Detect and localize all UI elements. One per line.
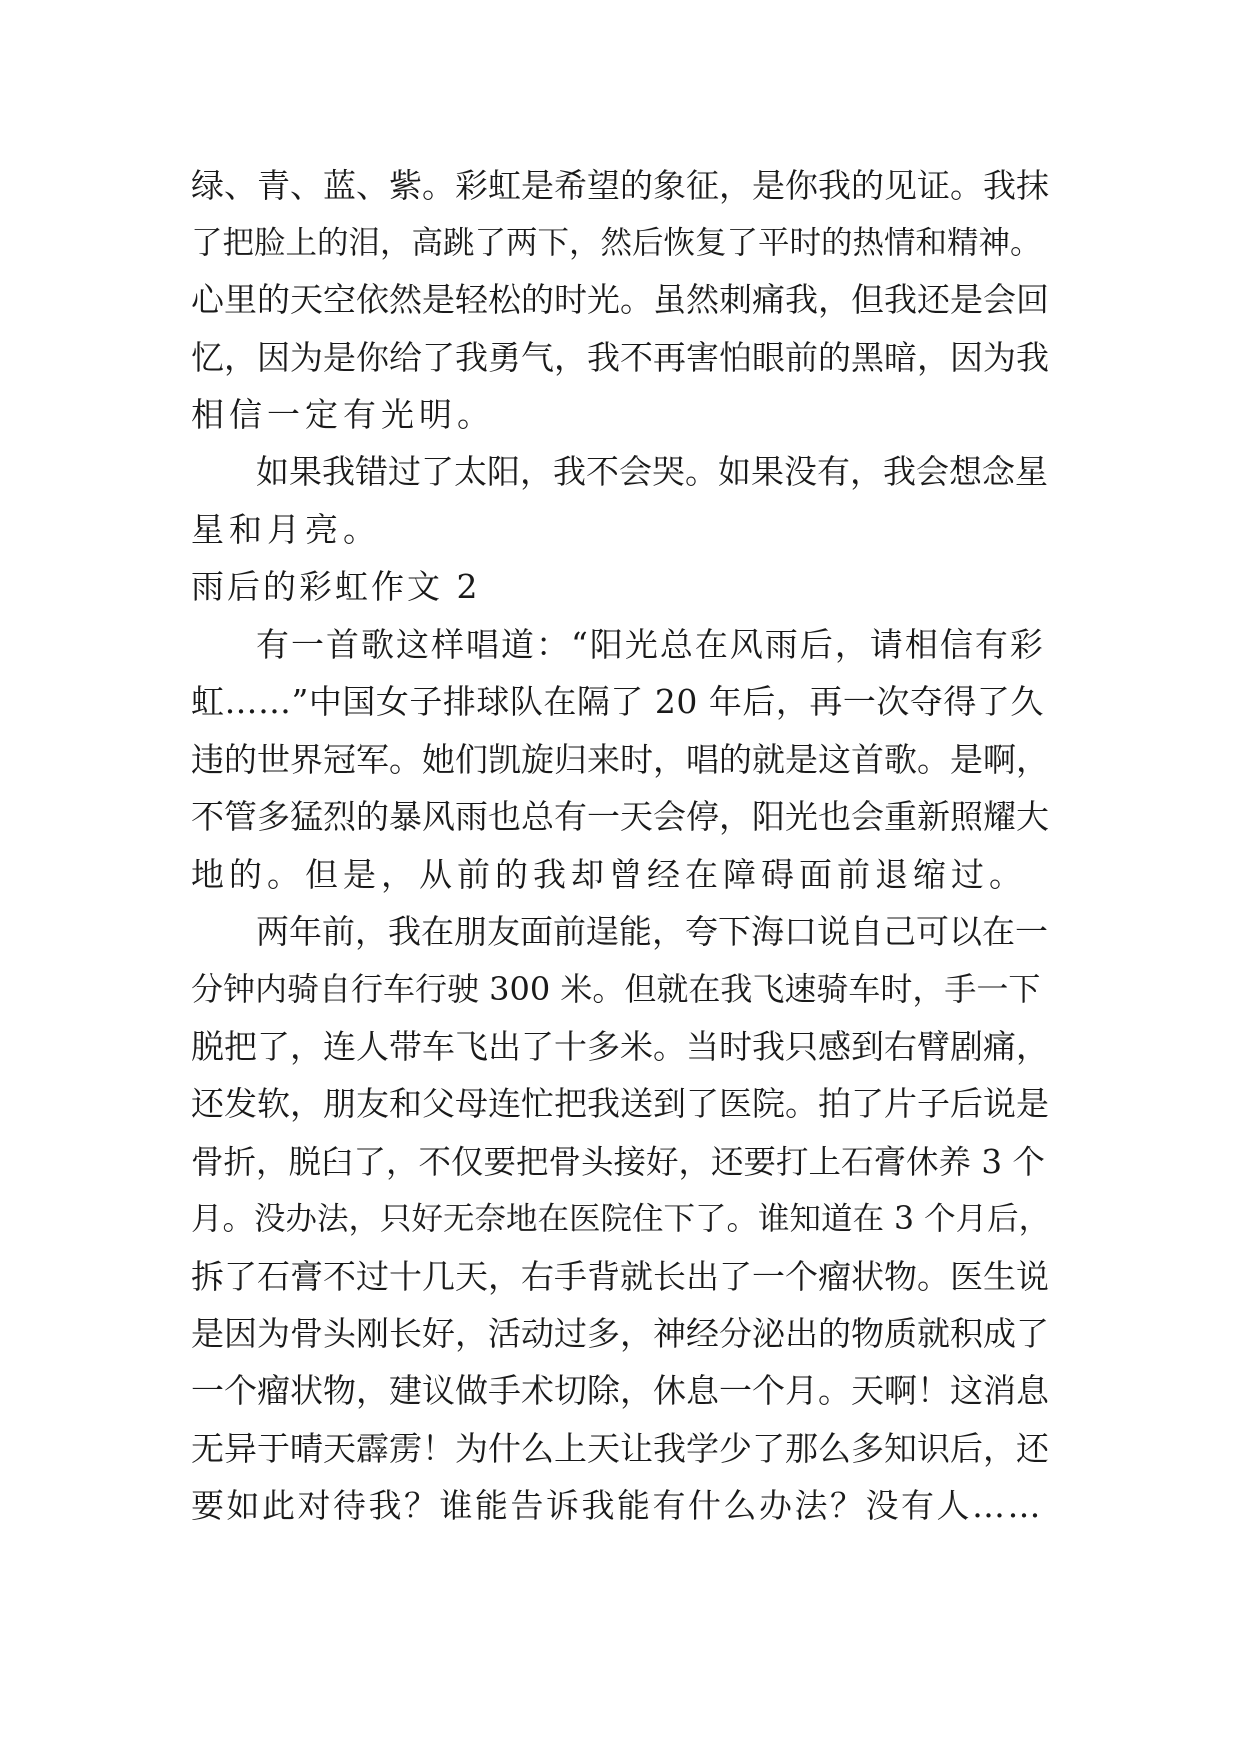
text-line-12: 不管多猛烈的暴风雨也总有一天会停，阳光也会重新照耀大	[191, 797, 1049, 836]
text-line-4: 忆，因为是你给了我勇气，我不再害怕眼前的黑暗，因为我	[191, 338, 1049, 377]
text-line-14: 两年前，我在朋友面前逞能，夸下海口说自己可以在一	[256, 912, 1048, 951]
text-line-19: 月。没办法，只好无奈地在医院住下了。谁知道在 3 个月后，	[191, 1201, 1051, 1237]
text-line-10: 虹……”中国女子排球队在隔了 20 年后，再一次夺得了久	[191, 682, 1044, 721]
section-heading: 雨后的彩虹作文 2	[191, 567, 481, 606]
text-line-21: 是因为骨头刚长好，活动过多，神经分泌出的物质就积成了	[191, 1314, 1049, 1353]
text-line-5: 相信一定有光明。	[191, 395, 495, 434]
text-line-13: 地的。但是，从前的我却曾经在障碍面前退缩过。	[191, 855, 1027, 894]
text-line-23: 无异于晴天霹雳！为什么上天让我学少了那么多知识后，还	[191, 1429, 1049, 1468]
text-line-17: 还发软，朋友和父母连忙把我送到了医院。拍了片子后说是	[191, 1084, 1049, 1123]
text-line-2: 了把脸上的泪，高跳了两下，然后恢复了平时的热情和精神。	[191, 225, 1042, 261]
text-line-6: 如果我错过了太阳，我不会哭。如果没有，我会想念星	[256, 452, 1048, 491]
text-line-20: 拆了石膏不过十几天，右手背就长出了一个瘤状物。医生说	[191, 1257, 1049, 1296]
text-line-24: 要如此对待我？谁能告诉我能有什么办法？没有人……	[191, 1486, 1043, 1525]
text-line-9: 有一首歌这样唱道：“阳光总在风雨后，请相信有彩	[256, 625, 1045, 664]
text-line-15: 分钟内骑自行车行驶 300 米。但就在我飞速骑车时，手一下	[191, 970, 1041, 1008]
text-line-16: 脱把了，连人带车飞出了十多米。当时我只感到右臂剧痛，	[191, 1027, 1049, 1066]
text-line-18: 骨折，脱臼了，不仅要把骨头接好，还要打上石膏休养 3 个	[191, 1143, 1045, 1181]
text-line-3: 心里的天空依然是轻松的时光。虽然刺痛我，但我还是会回	[191, 280, 1049, 319]
text-line-7: 星和月亮。	[191, 510, 381, 549]
text-line-22: 一个瘤状物，建议做手术切除，休息一个月。天啊！这消息	[191, 1371, 1049, 1410]
text-line-1: 绿、青、蓝、紫。彩虹是希望的象征，是你我的见证。我抹	[191, 166, 1049, 205]
text-line-11: 违的世界冠军。她们凯旋归来时，唱的就是这首歌。是啊，	[191, 740, 1049, 779]
